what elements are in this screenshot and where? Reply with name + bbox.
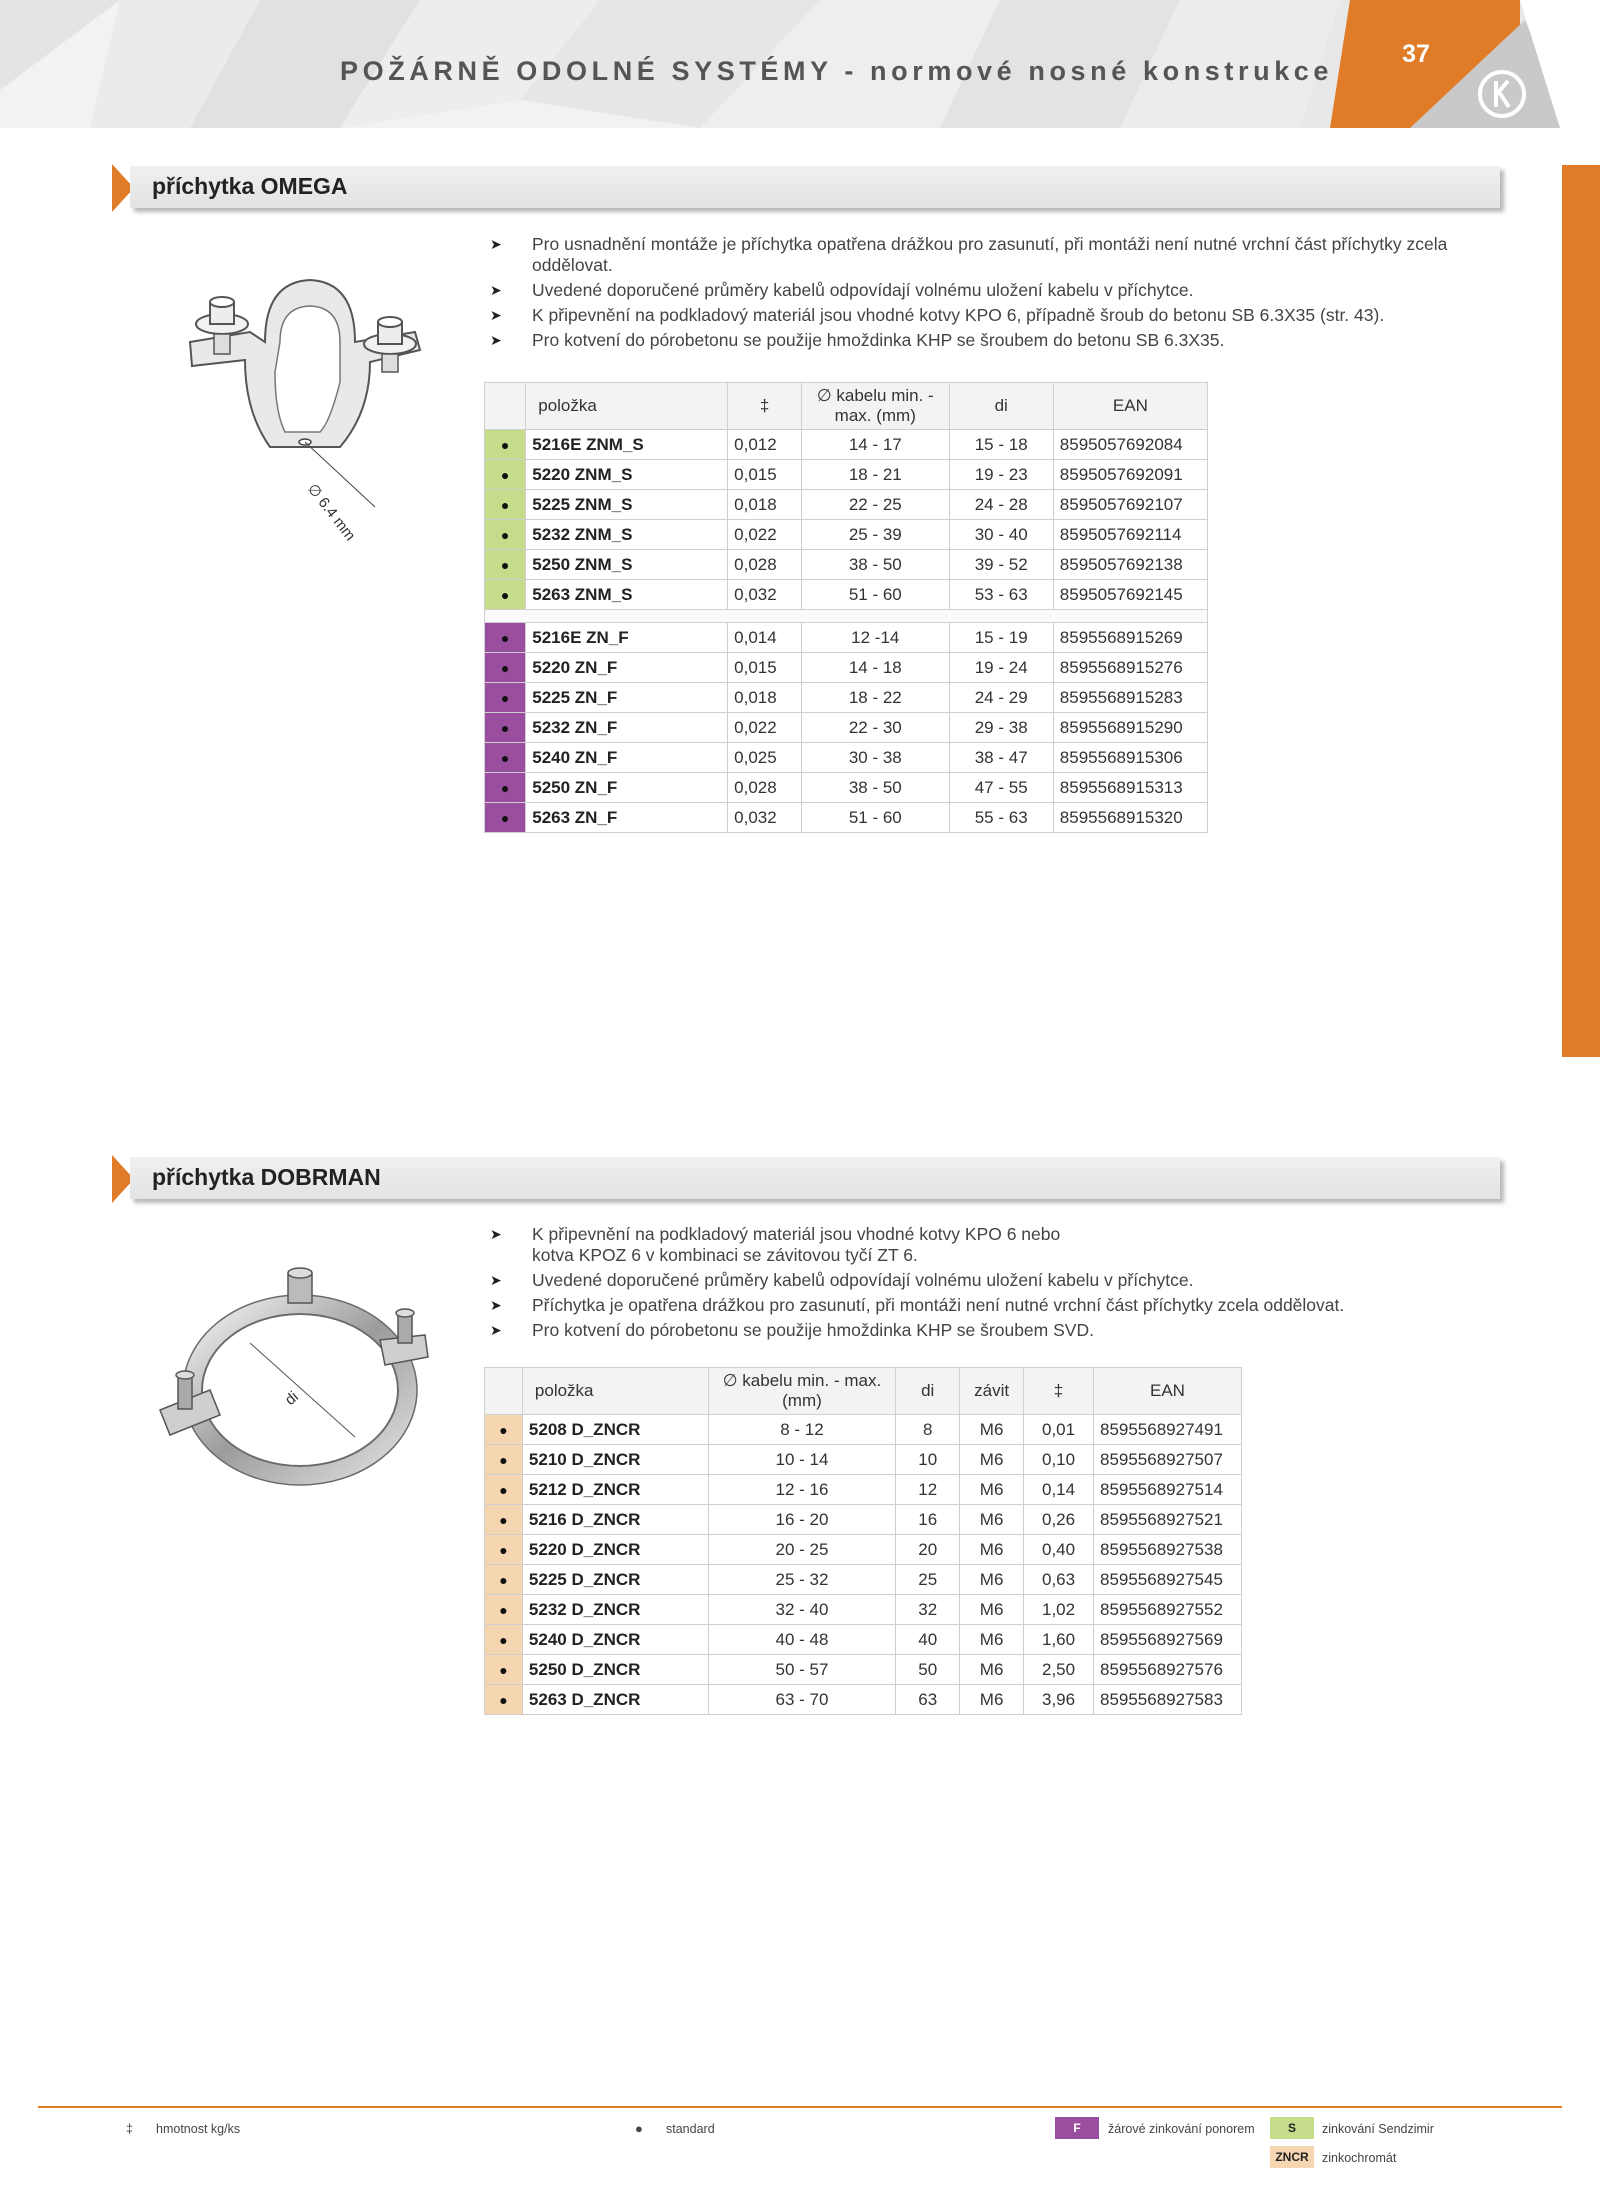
omega-dimension-label: ∅ 6.4 mm	[303, 480, 359, 545]
table-cell: 5220 ZN_F	[526, 653, 728, 683]
standard-dot-icon: ●	[485, 1595, 523, 1625]
table-row	[485, 490, 1208, 520]
omega-product-table	[484, 382, 1208, 833]
table-cell: 25	[896, 1565, 960, 1595]
table-cell: 8595568915306	[1053, 743, 1207, 773]
list-item: ➤ Pro usnadnění montáže je příchytka opatřena drážkou pro zasunutí, při montáži není nutné vrchní část příchytky zcela oddělovat.	[490, 234, 1448, 275]
standard-dot-icon: ●	[485, 773, 526, 803]
table-cell: 8595568927545	[1093, 1565, 1241, 1595]
table-cell: 8	[896, 1415, 960, 1445]
table-cell: 39 - 52	[949, 550, 1053, 580]
table-row	[485, 1505, 1242, 1535]
table-cell: 8595568927507	[1093, 1445, 1241, 1475]
table-cell: 8595568927514	[1093, 1475, 1241, 1505]
table-cell: 8 - 12	[708, 1415, 896, 1445]
legend-s-swatch: S	[1270, 2117, 1314, 2139]
table-cell: 29 - 38	[949, 713, 1053, 743]
list-item: ➤ K připevnění na podkladový materiál jsou vhodné kotvy KPO 6, případně šroub do betonu SB 6.3X35 (str. 43).	[490, 305, 1385, 325]
table-cell: 5216E ZNM_S	[526, 430, 728, 460]
table-cell: 8595568915290	[1053, 713, 1207, 743]
table-cell: M6	[960, 1475, 1024, 1505]
table-cell: 40	[896, 1625, 960, 1655]
table-cell: 5220 D_ZNCR	[522, 1535, 708, 1565]
legend-s-text: zinkování Sendzimir	[1322, 2122, 1434, 2136]
table-cell: 40 - 48	[708, 1625, 896, 1655]
table-cell: 24 - 29	[949, 683, 1053, 713]
table-cell: 51 - 60	[801, 580, 949, 610]
standard-dot-icon: ●	[485, 580, 526, 610]
table-cell: 5216 D_ZNCR	[522, 1505, 708, 1535]
section-title-dobrman: příchytka DOBRMAN	[152, 1164, 381, 1190]
standard-dot-icon: ●	[485, 460, 526, 490]
standard-dot-icon: ●	[485, 1655, 523, 1685]
table-cell: 20	[896, 1535, 960, 1565]
table-row	[485, 1535, 1242, 1565]
table-cell: 0,025	[728, 743, 802, 773]
table-cell: 0,028	[728, 550, 802, 580]
table-cell: M6	[960, 1415, 1024, 1445]
table-cell: 0,022	[728, 520, 802, 550]
table-cell: 1,02	[1024, 1595, 1094, 1625]
table-cell: 0,26	[1024, 1505, 1094, 1535]
table-cell: M6	[960, 1565, 1024, 1595]
column-header: ‡	[1024, 1368, 1094, 1415]
table-row	[485, 430, 1208, 460]
table-cell: 8595568927576	[1093, 1655, 1241, 1685]
table-cell: 10 - 14	[708, 1445, 896, 1475]
legend-f-text: žárové zinkování ponorem	[1108, 2122, 1255, 2136]
table-cell: 0,40	[1024, 1535, 1094, 1565]
standard-dot-icon: ●	[485, 1625, 523, 1655]
section-header-dobrman	[112, 1155, 1512, 1203]
dobrman-table-body	[485, 1415, 1242, 1715]
table-cell: 16	[896, 1505, 960, 1535]
table-row	[485, 520, 1208, 550]
column-header: ∅ kabelu min. - max. (mm)	[708, 1368, 896, 1415]
column-header: di	[896, 1368, 960, 1415]
side-accent-bar	[1562, 165, 1600, 1057]
table-row	[485, 803, 1208, 833]
table-cell: 5220 ZNM_S	[526, 460, 728, 490]
table-cell: 8595057692091	[1053, 460, 1207, 490]
table-cell: 12 -14	[801, 623, 949, 653]
table-cell: 8595568927583	[1093, 1685, 1241, 1715]
table-cell: 25 - 32	[708, 1565, 896, 1595]
table-cell: M6	[960, 1655, 1024, 1685]
page-number: 37	[1402, 40, 1430, 68]
legend-standard-dot-icon: ●	[635, 2121, 643, 2136]
table-header-row	[485, 383, 1208, 430]
dobrman-product-table	[484, 1367, 1242, 1715]
table-cell: 38 - 47	[949, 743, 1053, 773]
table-cell: 47 - 55	[949, 773, 1053, 803]
standard-dot-icon: ●	[485, 803, 526, 833]
table-cell: 8595057692114	[1053, 520, 1207, 550]
list-item: ➤ Pro kotvení do pórobetonu se použije hmoždinka KHP se šroubem do betonu SB 6.3X35.	[490, 330, 1225, 350]
table-cell: 25 - 39	[801, 520, 949, 550]
table-cell: 0,10	[1024, 1445, 1094, 1475]
table-cell: 32 - 40	[708, 1595, 896, 1625]
table-cell: 8595568927569	[1093, 1625, 1241, 1655]
table-cell: 19 - 24	[949, 653, 1053, 683]
table-cell: M6	[960, 1595, 1024, 1625]
table-spacer-row	[485, 610, 1208, 623]
table-cell: 0,014	[728, 623, 802, 653]
table-cell: 5232 ZNM_S	[526, 520, 728, 550]
table-cell: 38 - 50	[801, 550, 949, 580]
table-cell: 0,018	[728, 490, 802, 520]
table-cell: 20 - 25	[708, 1535, 896, 1565]
header-title: POŽÁRNĚ ODOLNÉ SYSTÉMY - normové nosné konstrukce	[340, 56, 1334, 86]
table-row	[485, 623, 1208, 653]
table-cell: 8595057692145	[1053, 580, 1207, 610]
table-cell: 8595568927491	[1093, 1415, 1241, 1445]
table-cell: 8595057692107	[1053, 490, 1207, 520]
table-cell: 8595568915313	[1053, 773, 1207, 803]
dobrman-dimension-label: di	[281, 1388, 302, 1409]
table-cell: 14 - 17	[801, 430, 949, 460]
dobrman-bullet-list	[490, 1224, 1520, 1345]
list-item: ➤ K připevnění na podkladový materiál jsou vhodné kotvy KPO 6 nebo kotva KPOZ 6 v kombinaci se závitovou tyčí ZT 6.	[490, 1224, 1061, 1265]
table-cell: 8595568927538	[1093, 1535, 1241, 1565]
table-cell: 5225 ZN_F	[526, 683, 728, 713]
table-cell: 16 - 20	[708, 1505, 896, 1535]
omega-table-body	[485, 430, 1208, 833]
table-cell: M6	[960, 1625, 1024, 1655]
arrow-icon: ➤	[490, 282, 502, 298]
table-cell: 5225 D_ZNCR	[522, 1565, 708, 1595]
table-row	[485, 1415, 1242, 1445]
standard-dot-icon: ●	[485, 1475, 523, 1505]
standard-dot-icon: ●	[485, 1685, 523, 1715]
section-header-omega	[112, 164, 1512, 212]
table-cell: 63 - 70	[708, 1685, 896, 1715]
table-cell: 50	[896, 1655, 960, 1685]
table-cell: 50 - 57	[708, 1655, 896, 1685]
table-cell: 63	[896, 1685, 960, 1715]
table-row	[485, 773, 1208, 803]
arrow-icon: ➤	[490, 1322, 502, 1338]
standard-dot-icon: ●	[485, 1445, 523, 1475]
table-row	[485, 713, 1208, 743]
table-cell: 0,032	[728, 803, 802, 833]
table-cell: 5263 ZNM_S	[526, 580, 728, 610]
table-cell: 12 - 16	[708, 1475, 896, 1505]
table-cell: 18 - 21	[801, 460, 949, 490]
table-cell: 5216E ZN_F	[526, 623, 728, 653]
table-row	[485, 1655, 1242, 1685]
table-cell: 0,015	[728, 653, 802, 683]
table-cell: 0,018	[728, 683, 802, 713]
table-cell: 5263 D_ZNCR	[522, 1685, 708, 1715]
column-header: EAN	[1053, 383, 1207, 430]
standard-dot-icon: ●	[485, 1415, 523, 1445]
legend-zncr-text: zinkochromát	[1322, 2151, 1397, 2165]
table-cell: 8595568927521	[1093, 1505, 1241, 1535]
table-header-row	[485, 1368, 1242, 1415]
legend-weight-text: hmotnost kg/ks	[156, 2122, 241, 2136]
table-cell: 38 - 50	[801, 773, 949, 803]
table-cell: 5240 ZN_F	[526, 743, 728, 773]
standard-dot-icon: ●	[485, 1505, 523, 1535]
table-cell: 5250 ZN_F	[526, 773, 728, 803]
table-cell: 30 - 40	[949, 520, 1053, 550]
standard-dot-icon: ●	[485, 1535, 523, 1565]
column-header: položka	[526, 383, 728, 430]
table-row	[485, 580, 1208, 610]
brand-logo-icon	[1476, 68, 1528, 120]
column-header: ‡	[728, 383, 802, 430]
table-cell: M6	[960, 1685, 1024, 1715]
table-cell: 14 - 18	[801, 653, 949, 683]
table-cell: 1,60	[1024, 1625, 1094, 1655]
column-header: položka	[522, 1368, 708, 1415]
table-cell: 5250 D_ZNCR	[522, 1655, 708, 1685]
section-title-omega: příchytka OMEGA	[152, 173, 348, 199]
table-cell: 8595057692138	[1053, 550, 1207, 580]
standard-dot-icon: ●	[485, 520, 526, 550]
column-header: EAN	[1093, 1368, 1241, 1415]
table-cell: 12	[896, 1475, 960, 1505]
table-cell: 5208 D_ZNCR	[522, 1415, 708, 1445]
table-row	[485, 1565, 1242, 1595]
table-cell: 55 - 63	[949, 803, 1053, 833]
arrow-icon: ➤	[490, 307, 502, 323]
table-cell: 15 - 19	[949, 623, 1053, 653]
standard-dot-icon: ●	[485, 623, 526, 653]
table-row	[485, 1475, 1242, 1505]
arrow-icon: ➤	[490, 332, 502, 348]
list-item: ➤ Pro kotvení do pórobetonu se použije hmoždinka KHP se šroubem SVD.	[490, 1320, 1094, 1340]
table-cell: 8595568915320	[1053, 803, 1207, 833]
table-cell: 22 - 25	[801, 490, 949, 520]
table-cell: 5212 D_ZNCR	[522, 1475, 708, 1505]
table-row	[485, 743, 1208, 773]
omega-bullet-list	[490, 234, 1520, 355]
list-item: ➤ Uvedené doporučené průměry kabelů odpovídají volnému uložení kabelu v příchytce.	[490, 1270, 1194, 1290]
table-cell: 0,01	[1024, 1415, 1094, 1445]
table-cell: 32	[896, 1595, 960, 1625]
standard-dot-icon: ●	[485, 653, 526, 683]
table-cell: M6	[960, 1535, 1024, 1565]
table-cell: 8595568927552	[1093, 1595, 1241, 1625]
table-cell: 30 - 38	[801, 743, 949, 773]
table-cell: 2,50	[1024, 1655, 1094, 1685]
table-cell: 24 - 28	[949, 490, 1053, 520]
footer-divider	[38, 2106, 1562, 2108]
table-cell: 5240 D_ZNCR	[522, 1625, 708, 1655]
table-cell: 8595057692084	[1053, 430, 1207, 460]
arrow-icon: ➤	[490, 1272, 502, 1288]
table-cell: 15 - 18	[949, 430, 1053, 460]
table-cell: 5232 ZN_F	[526, 713, 728, 743]
table-cell: 0,012	[728, 430, 802, 460]
dobrman-clamp-image	[150, 1265, 430, 1495]
table-cell: 5225 ZNM_S	[526, 490, 728, 520]
table-cell: 22 - 30	[801, 713, 949, 743]
table-cell: 0,14	[1024, 1475, 1094, 1505]
column-header: ∅ kabelu min. - max. (mm)	[801, 383, 949, 430]
table-row	[485, 1685, 1242, 1715]
legend-f-swatch: F	[1055, 2117, 1099, 2139]
table-cell: 8595568915269	[1053, 623, 1207, 653]
arrow-icon: ➤	[490, 1226, 502, 1242]
legend-standard-text: standard	[666, 2122, 715, 2136]
table-cell: 0,028	[728, 773, 802, 803]
table-cell: 5250 ZNM_S	[526, 550, 728, 580]
table-row	[485, 1595, 1242, 1625]
table-cell: 18 - 22	[801, 683, 949, 713]
table-cell: M6	[960, 1505, 1024, 1535]
table-cell: 19 - 23	[949, 460, 1053, 490]
standard-dot-icon: ●	[485, 430, 526, 460]
table-row	[485, 653, 1208, 683]
list-item: ➤ Příchytka je opatřena drážkou pro zasunutí, při montáži není nutné vrchní část příchytky zcela oddělovat.	[490, 1295, 1345, 1315]
table-cell: 5232 D_ZNCR	[522, 1595, 708, 1625]
table-row	[485, 1625, 1242, 1655]
standard-dot-icon: ●	[485, 1565, 523, 1595]
column-header: di	[949, 383, 1053, 430]
standard-dot-icon: ●	[485, 490, 526, 520]
standard-dot-icon: ●	[485, 743, 526, 773]
standard-dot-icon: ●	[485, 550, 526, 580]
table-cell: 0,032	[728, 580, 802, 610]
table-row	[485, 550, 1208, 580]
standard-dot-icon: ●	[485, 683, 526, 713]
arrow-icon: ➤	[490, 236, 502, 252]
list-item: ➤ Uvedené doporučené průměry kabelů odpovídají volnému uložení kabelu v příchytce.	[490, 280, 1194, 300]
legend-zncr-swatch: ZNCR	[1270, 2146, 1314, 2168]
table-cell: 5263 ZN_F	[526, 803, 728, 833]
table-row	[485, 1445, 1242, 1475]
table-cell: 0,022	[728, 713, 802, 743]
table-cell: 8595568915276	[1053, 653, 1207, 683]
table-row	[485, 683, 1208, 713]
column-header: závit	[960, 1368, 1024, 1415]
legend-weight-symbol: ‡	[126, 2122, 133, 2136]
table-cell: 8595568915283	[1053, 683, 1207, 713]
table-cell: 0,63	[1024, 1565, 1094, 1595]
arrow-icon: ➤	[490, 1297, 502, 1313]
table-row	[485, 460, 1208, 490]
table-cell: 5210 D_ZNCR	[522, 1445, 708, 1475]
table-cell: 51 - 60	[801, 803, 949, 833]
standard-dot-icon: ●	[485, 713, 526, 743]
table-cell: 10	[896, 1445, 960, 1475]
table-cell: M6	[960, 1445, 1024, 1475]
table-cell: 53 - 63	[949, 580, 1053, 610]
table-cell: 0,015	[728, 460, 802, 490]
table-cell: 3,96	[1024, 1685, 1094, 1715]
